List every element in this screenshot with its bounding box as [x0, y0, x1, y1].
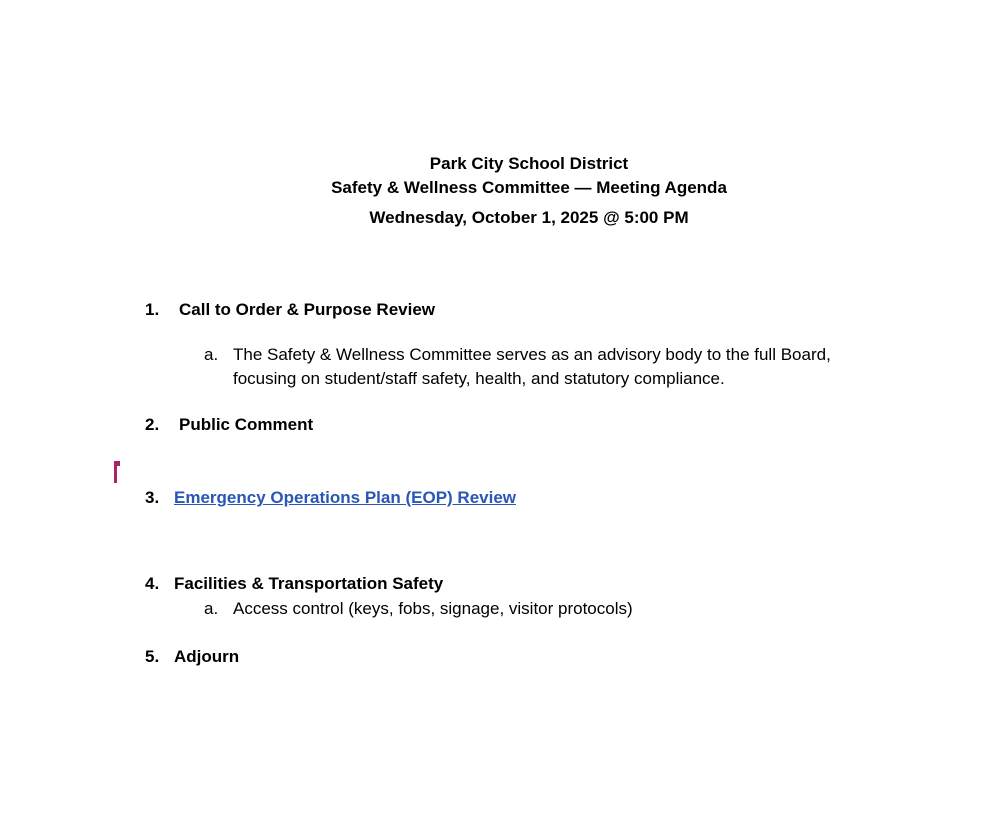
item-number: 3. [145, 488, 160, 507]
agenda-item-4 [145, 574, 443, 594]
item-number: 5. [145, 647, 160, 666]
subitem-label: a. [204, 599, 219, 618]
item-number: 2. [145, 415, 160, 434]
document-subtitle: Safety & Wellness Committee — Meeting Agenda [331, 178, 727, 197]
agenda-item-5 [145, 647, 239, 667]
agenda-subitem-1a [204, 343, 904, 393]
subitem-label: a. [204, 345, 219, 364]
item-number: 1. [145, 300, 160, 319]
agenda-item-2 [145, 415, 313, 435]
item-number: 4. [145, 574, 160, 593]
text-cursor-marker [114, 461, 117, 483]
item-title: Facilities & Transportation Safety [174, 574, 444, 593]
meeting-date: Wednesday, October 1, 2025 @ 5:00 PM [369, 208, 689, 227]
item-title: Public Comment [179, 415, 314, 434]
agenda-item-1 [145, 300, 435, 320]
subitem-text: The Safety & Wellness Committee serves as an advisory body to the full Board, focusing on student/staff safety, health, and statutory compliance. [233, 345, 831, 388]
agenda-subitem-4a [204, 597, 904, 623]
agenda-item-3 [145, 488, 516, 508]
item-title: Adjourn [174, 647, 240, 666]
item-title: Call to Order & Purpose Review [179, 300, 436, 319]
eop-review-link[interactable]: Emergency Operations Plan (EOP) Review [174, 488, 517, 507]
subitem-text: Access control (keys, fobs, signage, visitor protocols) [233, 599, 633, 618]
document-title: Park City School District [429, 154, 629, 173]
